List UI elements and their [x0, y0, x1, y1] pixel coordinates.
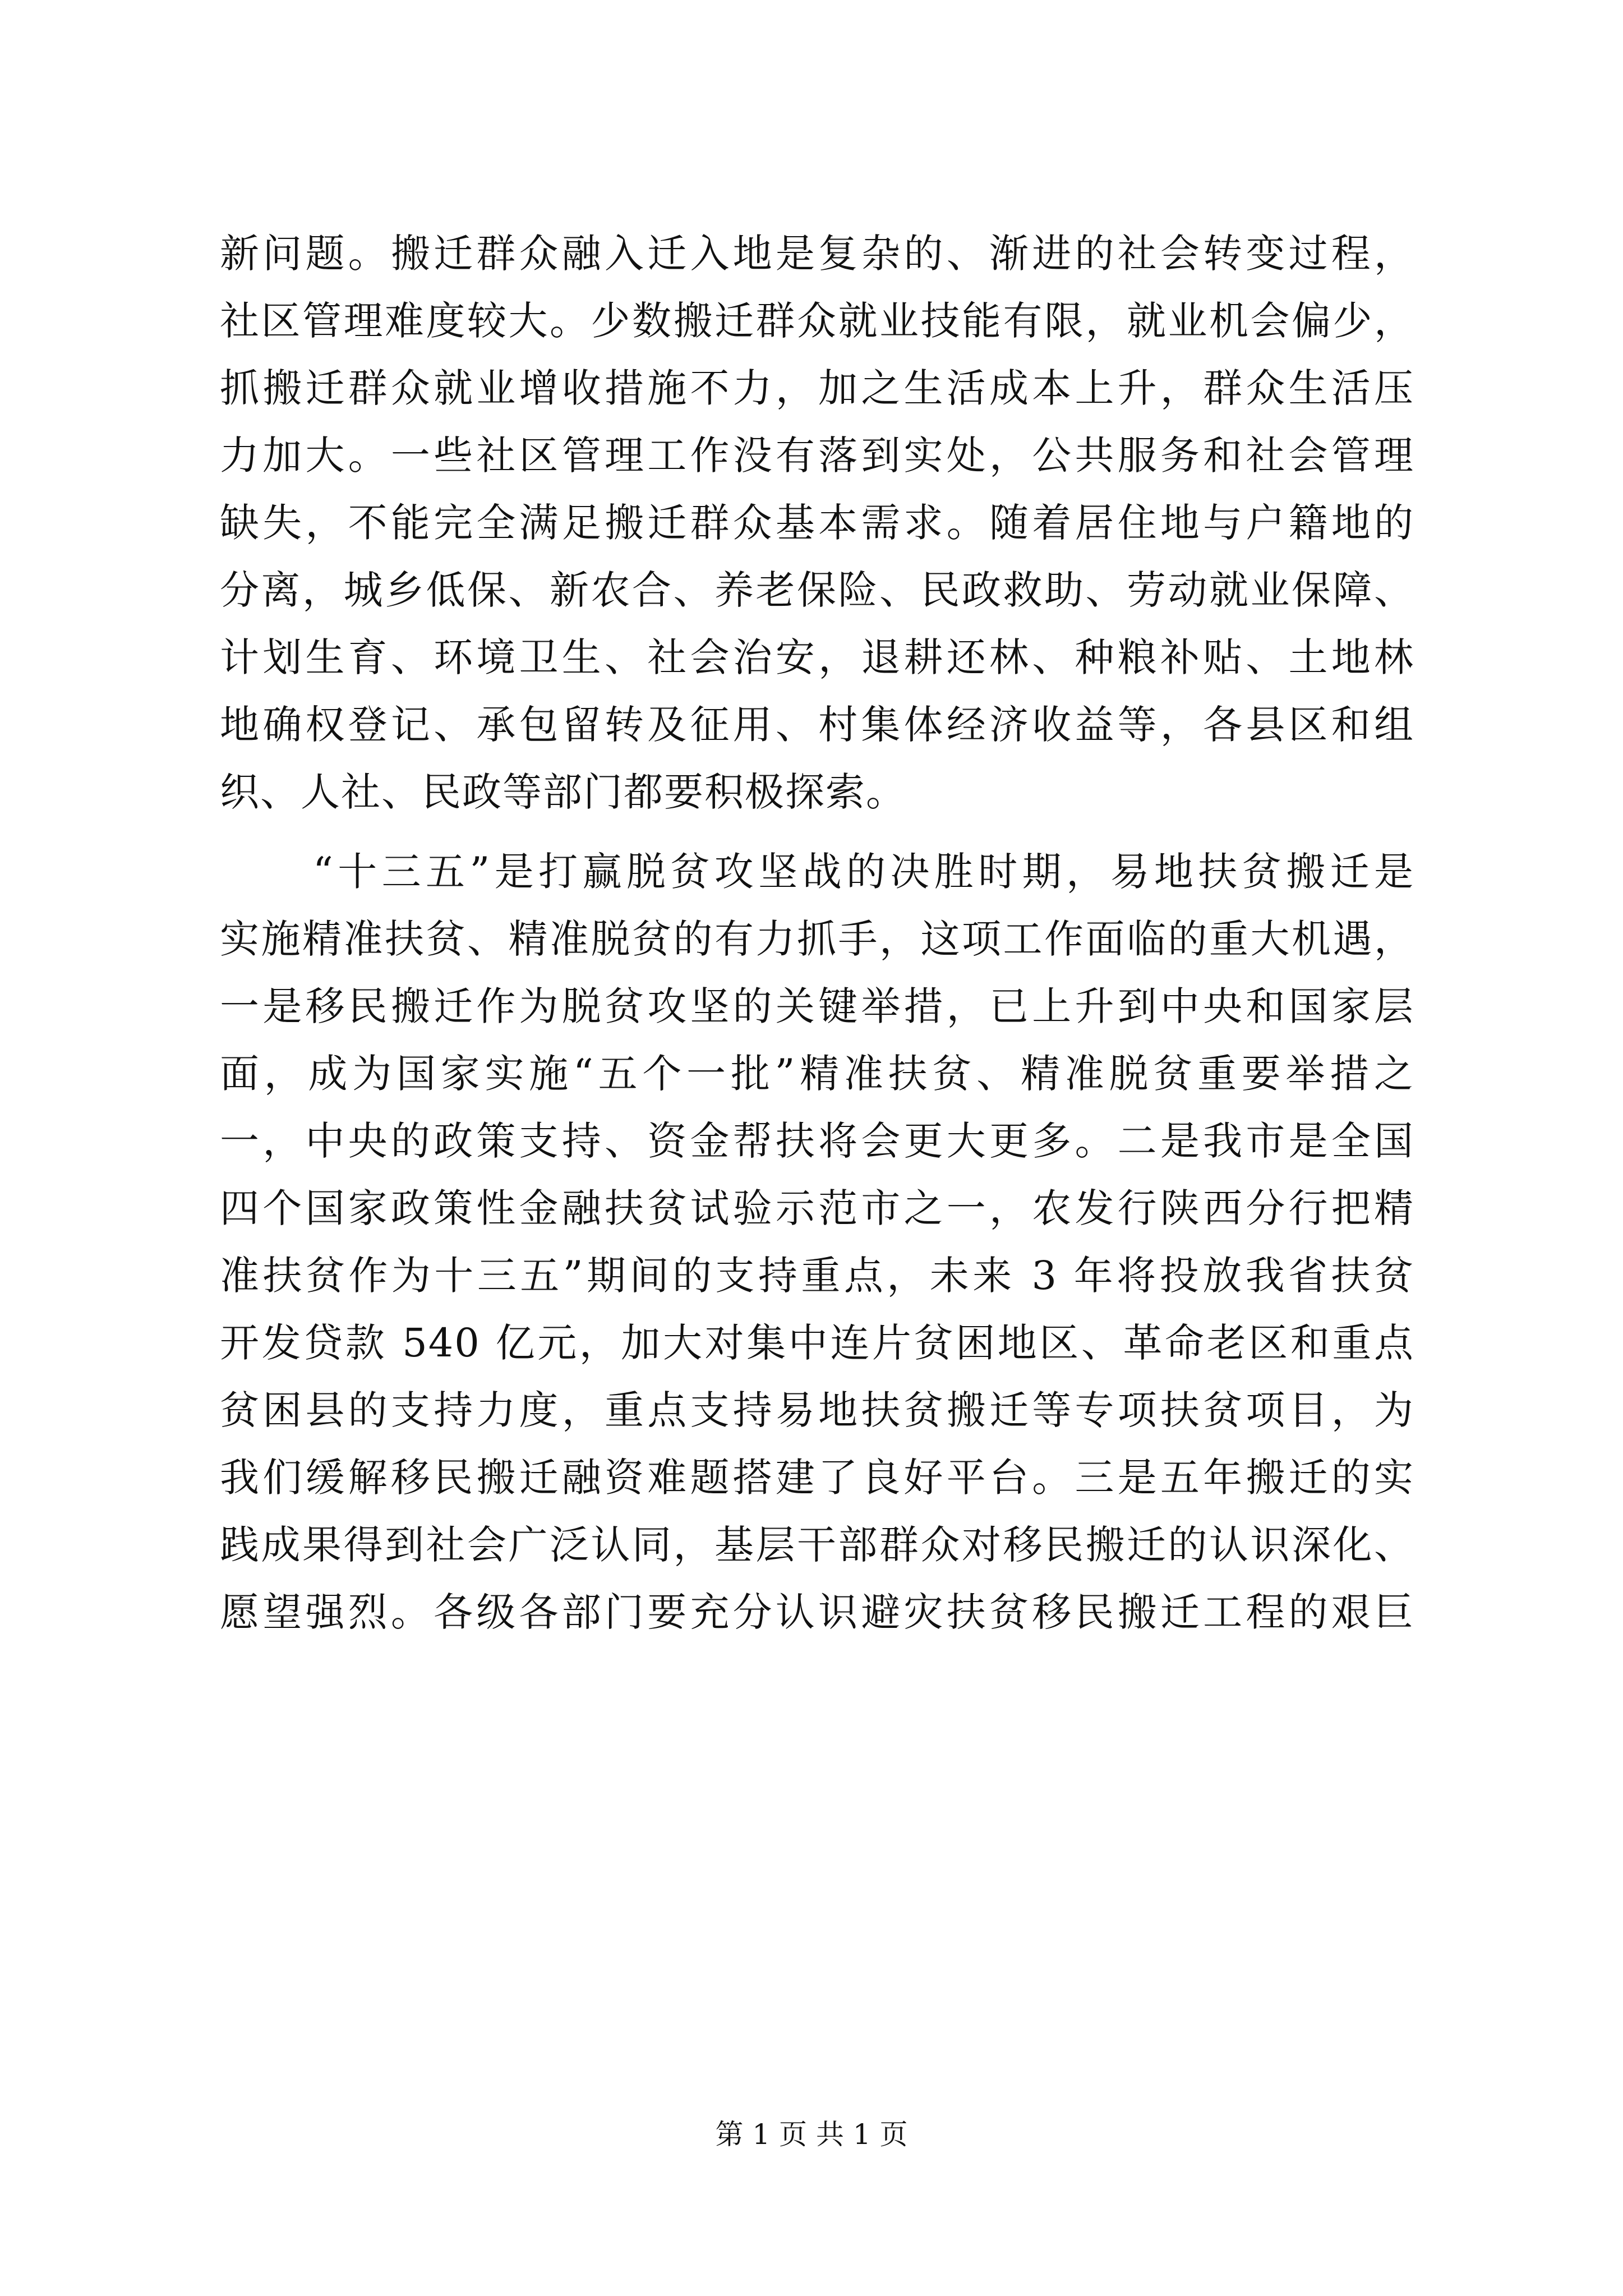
page-number-footer: 第 1 页 共 1 页 [715, 2118, 908, 2151]
text-line: 织、人社、民政等部门都要积极探索。 [220, 769, 906, 815]
paragraph-1 [220, 220, 1414, 826]
paragraph-spacer [220, 826, 1414, 838]
text-line: 四个国家政策性金融扶贫试验示范市之一，农发行陕西分行把精 [220, 1185, 1414, 1231]
text-line: 计划生育、环境卫生、社会治安，退耕还林、种粮补贴、土地林 [220, 634, 1414, 680]
paragraph-2 [220, 838, 1414, 1646]
text-line: 面，成为国家实施“五个一批”精准扶贫、精准脱贫重要举措之 [220, 1051, 1414, 1097]
text-line: 实施精准扶贫、精准脱贫的有力抓手，这项工作面临的重大机遇， [220, 916, 1414, 962]
text-line: “十三五”是打赢脱贫攻坚战的决胜时期，易地扶贫搬迁是 [313, 849, 1414, 895]
text-line: 一是移民搬迁作为脱贫攻坚的关键举措，已上升到中央和国家层 [220, 983, 1414, 1029]
text-line: 缺失，不能完全满足搬迁群众基本需求。随着居住地与户籍地的 [220, 500, 1414, 546]
document-body [220, 220, 1414, 1646]
text-line: 愿望强烈。各级各部门要充分认识避灾扶贫移民搬迁工程的艰巨 [220, 1589, 1414, 1635]
text-line: 分离，城乡低保、新农合、养老保险、民政救助、劳动就业保障、 [220, 567, 1414, 613]
text-line: 抓搬迁群众就业增收措施不力，加之生活成本上升，群众生活压 [220, 365, 1414, 411]
text-line: 贫困县的支持力度，重点支持易地扶贫搬迁等专项扶贫项目，为 [220, 1387, 1414, 1433]
text-line: 力加大。一些社区管理工作没有落到实处，公共服务和社会管理 [220, 432, 1414, 478]
text-line: 新问题。搬迁群众融入迁入地是复杂的、渐进的社会转变过程， [220, 231, 1414, 277]
text-line: 开发贷款 540 亿元，加大对集中连片贫困地区、革命老区和重点 [220, 1320, 1414, 1366]
text-line: 践成果得到社会广泛认同，基层干部群众对移民搬迁的认识深化、 [220, 1522, 1414, 1568]
text-line: 地确权登记、承包留转及征用、村集体经济收益等，各县区和组 [220, 702, 1414, 748]
text-line: 我们缓解移民搬迁融资难题搭建了良好平台。三是五年搬迁的实 [220, 1455, 1414, 1501]
text-line: 一，中央的政策支持、资金帮扶将会更大更多。二是我市是全国 [220, 1118, 1414, 1164]
text-line: 社区管理难度较大。少数搬迁群众就业技能有限，就业机会偏少， [220, 298, 1414, 344]
text-line: 准扶贫作为十三五”期间的支持重点，未来 3 年将投放我省扶贫 [220, 1253, 1414, 1299]
